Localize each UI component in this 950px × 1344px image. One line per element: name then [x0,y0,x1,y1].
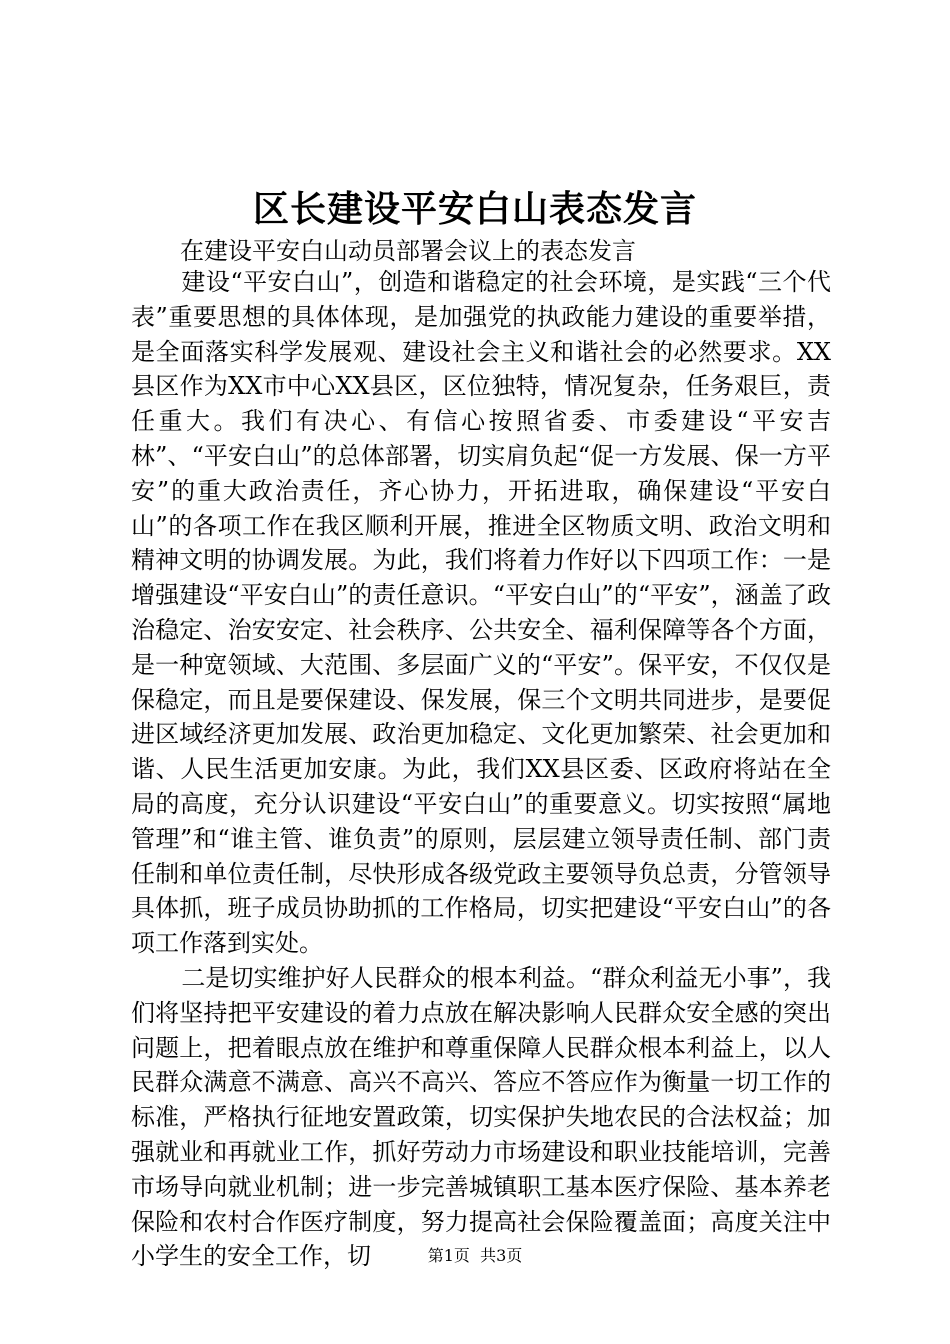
paragraph-2: 二是切实维护好人民群众的根本利益。“群众利益无小事”，我们将坚持把平安建设的着力点放在解决影响人民群众安全感的突出问题上，把着眼点放在维护和尊重保障人民群众根本利益上，以人民群众满意不满意、高兴不高兴、答应不答应作为衡量一切工作的标准，严格执行征地安置政策，切实保护失地农民的合法权益；加强就业和再就业工作，抓好劳动力市场建设和职业技能培训，完善市场导向就业机制；进一步完善城镇职工基本医疗保险、基本养老保险和农村合作医疗制度，努力提高社会保险覆盖面；高度关注中小学生的安全工作，切 [131,963,831,1271]
document-body [131,265,831,1274]
page-number-current: 第1页 [427,1246,470,1265]
paragraph-1: 建设“平安白山”，创造和谐稳定的社会环境，是实践“三个代表”重要思想的具体体现，是加强党的执政能力建设的重要举措，是全面落实科学发展观、建设社会主义和谐社会的必然要求。XX县区作为XX市中心XX县区，区位独特，情况复杂，任务艰巨，责任重大。我们有决心、有信心按照省委、市委建设“平安吉林”、“平安白山”的总体部署，切实肩负起“促一方发展、保一方平安”的重大政治责任，齐心协力，开拓进取，确保建设“平安白山”的各项工作在我区顺利开展，推进全区物质文明、政治文明和精神文明的协调发展。为此，我们将着力作好以下四项工作：一是增强建设“平安白山”的责任意识。“平安白山”的“平安”，涵盖了政治稳定、治安安定、社会秩序、公共安全、福利保障等各个方面，是一种宽领域、大范围、多层面广义的“平安”。保平安，不仅仅是保稳定，而且是要保建设、保发展，保三个文明共同进步，是要促进区域经济更加发展、政治更加稳定、文化更加繁荣、社会更加和谐、人民生活更加安康。为此，我们XX县区委、区政府将站在全局的高度，充分认识建设“平安白山”的重要意义。切实按照“属地管理”和“谁主管、谁负责”的原则，层层建立领导责任制、部门责任制和单位责任制，尽快形成各级党政主要领导负总责，分管领导具体抓，班子成员协助抓的工作格局，切实把建设“平安白山”的各项工作落到实处。 [131,268,831,958]
document-subtitle: 在建设平安白山动员部署会议上的表态发言 [180,237,636,265]
page-footer [0,1244,950,1268]
document-title: 区长建设平安白山表态发言 [252,188,697,230]
page-number-total: 共3页 [480,1246,523,1265]
